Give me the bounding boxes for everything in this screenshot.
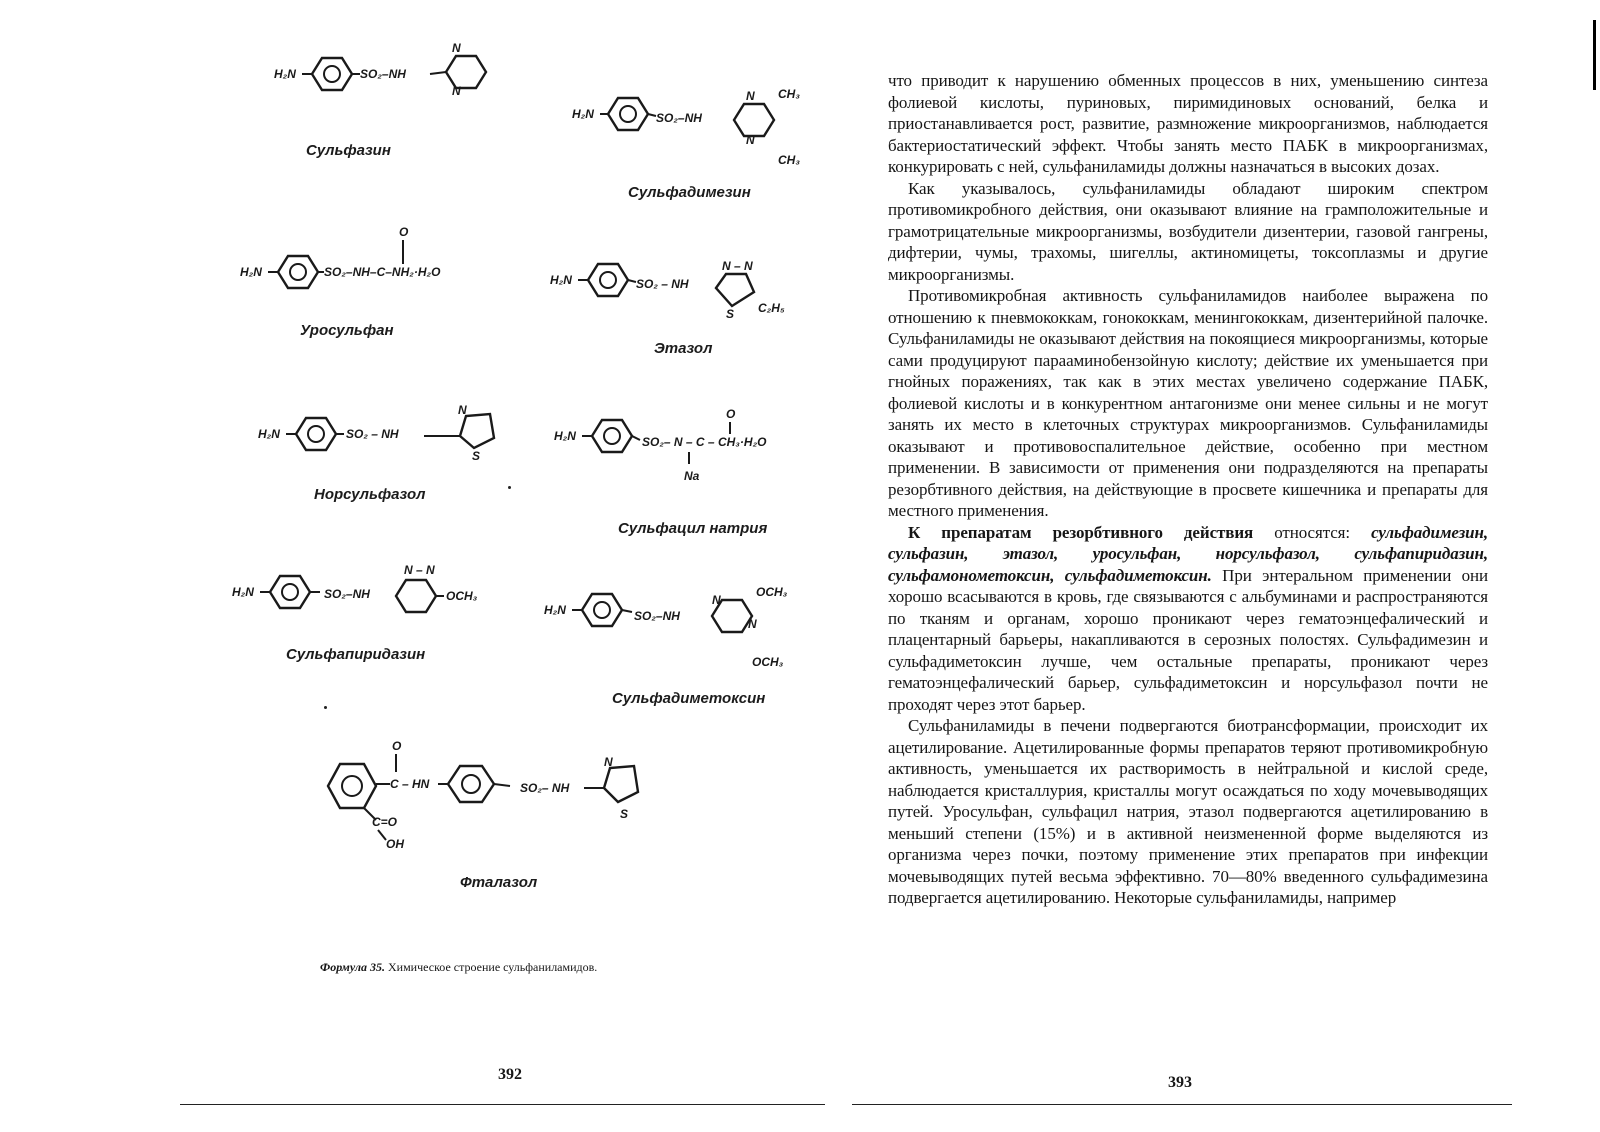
svg-text:N: N — [746, 133, 755, 147]
svg-text:OCH₃: OCH₃ — [756, 585, 788, 599]
svg-text:SO₂ – NH: SO₂ – NH — [636, 277, 689, 291]
svg-text:N – N: N – N — [722, 259, 753, 273]
phthalazol-structure — [320, 736, 670, 856]
svg-text:SO₂–NH–C–NH₂·H₂O: SO₂–NH–C–NH₂·H₂O — [324, 265, 441, 279]
svg-text:N: N — [604, 755, 613, 769]
paragraph: Противомикробная активность сульфаниламидов наиболее выражена по отношению к пневмококкам, гонококкам, менингококкам, дизентерийной палочке. Сульфаниламиды не оказывают действия на покоящиеся микроорганизмы, которые сами продуцируют парааминобензойную кислоту; действие их уменьшается при гнойных поражениях, так как в этих местах увеличено содержание ПАБК, фолиевой кислоты и в конкурентном антагонизме они менее сильны и не могут занять их место в клеточных структурах микроорганизмов. Сульфаниламиды оказывают и противовоспалительное действие, особенно при местном применении. В зависимости от применения они подразделяются на препараты резорбтивного действия, на действующие в просвете кишечника и препараты для местного применения. — [888, 286, 1488, 520]
svg-text:N: N — [452, 84, 461, 98]
page-number-left: 392 — [498, 1066, 522, 1083]
urosulfan-structure — [236, 226, 506, 296]
svg-text:S: S — [726, 307, 735, 321]
svg-text:C – HN: C – HN — [390, 777, 430, 791]
svg-text:O: O — [726, 407, 736, 421]
svg-text:SO₂–NH: SO₂–NH — [360, 67, 406, 81]
svg-text:O: O — [392, 739, 402, 753]
svg-text:SO₂–NH: SO₂–NH — [656, 111, 702, 125]
svg-text:H₂N: H₂N — [572, 107, 594, 121]
svg-text:H₂N: H₂N — [274, 67, 296, 81]
resorptive-heading: К препаратам резорбтивного действия — [908, 522, 1254, 542]
svg-text:H₂N: H₂N — [550, 273, 572, 287]
svg-text:N: N — [452, 41, 461, 55]
sulfapyridazine-formula — [228, 562, 498, 622]
svg-text:H₂N: H₂N — [240, 265, 262, 279]
paragraph — [888, 522, 1488, 716]
etazol-structure — [546, 254, 806, 334]
body-text — [888, 70, 1488, 909]
norsulfazol-formula — [254, 402, 514, 462]
page-edge-mark — [1593, 20, 1596, 90]
sulfadimezine-formula — [568, 86, 808, 176]
speck — [324, 706, 327, 709]
svg-text:OCH₃: OCH₃ — [752, 655, 784, 669]
svg-text:N – N: N – N — [404, 563, 435, 577]
compound-name: Уросульфан — [300, 322, 394, 339]
svg-text:SO₂– N – C – CH₃·H₂O: SO₂– N – C – CH₃·H₂O — [642, 435, 767, 449]
svg-text:CH₃: CH₃ — [778, 87, 800, 101]
compound-name: Сульфацил натрия — [618, 520, 768, 537]
sulfadimezine-structure — [568, 86, 808, 176]
page-number-right: 393 — [1168, 1074, 1192, 1091]
urosulfan-formula — [236, 226, 506, 296]
svg-text:SO₂– NH: SO₂– NH — [520, 781, 570, 795]
caption-text: Химическое строение сульфаниламидов. — [388, 960, 598, 974]
sulfacyl-sodium-structure — [550, 404, 810, 494]
sulfazine-structure — [270, 40, 500, 110]
paragraph: что приводит к нарушению обменных процессов в них, уменьшению синтеза фолиевой кислоты, пуриновых, пиримидиновых оснований, белка и приостанавливается рост, развитие, размножение микроорганизмов, наблюдается бактериостатический эффект. Чтобы занять место ПАБК в микроорганизмах, конкурировать с ней, сульфаниламиды должны назначаться в высоких дозах. — [888, 71, 1488, 176]
svg-text:SO₂ – NH: SO₂ – NH — [346, 427, 399, 441]
svg-text:OCH₃: OCH₃ — [446, 589, 478, 603]
svg-text:OH: OH — [386, 837, 404, 851]
svg-text:CH₃: CH₃ — [778, 153, 800, 167]
svg-text:H₂N: H₂N — [232, 585, 254, 599]
drug-list: сульфадимезин, сульфазин, этазол, уросульфан, норсульфазол, сульфапиридазин, сульфамонометоксин, сульфадиметоксин. — [888, 522, 1488, 585]
compound-name: Сульфапиридазин — [286, 646, 426, 663]
svg-text:N: N — [458, 403, 467, 417]
svg-text:N: N — [748, 617, 757, 631]
paragraph: Как указывалось, сульфаниламиды обладают широким спектром противомикробного действия, они оказывают влияние на грамположительные и грамотрицательные микроорганизмы, возбудители дизентерии, газовой гангрены, дифтерии, чумы, трахомы, шигеллы, актиномицеты, токсоплазмы и другие микроорганизмы. — [888, 178, 1488, 284]
phthalazol-formula — [320, 736, 670, 856]
svg-text:H₂N: H₂N — [544, 603, 566, 617]
svg-text:H₂N: H₂N — [554, 429, 576, 443]
norsulfazol-structure — [254, 402, 514, 462]
figure-caption — [320, 960, 597, 975]
bottom-rule-right — [852, 1104, 1512, 1105]
text-fragment: относятся: — [1253, 522, 1372, 542]
sulfazine-formula — [270, 40, 500, 110]
compound-name: Норсульфазол — [314, 486, 426, 503]
svg-text:N: N — [746, 89, 755, 103]
svg-text:C₂H₅: C₂H₅ — [758, 301, 785, 315]
svg-text:O: O — [399, 225, 409, 239]
svg-text:Na: Na — [684, 469, 700, 483]
caption-label: Формула 35. — [320, 960, 385, 974]
compound-name: Этазол — [654, 340, 713, 357]
text-fragment: При энтеральном применении они хорошо всасываются в кровь, где связываются с альбуминами и распространяются по тканям и органам, хорошо проникают через гематоэнцефалический и плацентарный барьеры, накапливаются в серозных полостях. Сульфадимезин и сульфадиметоксин лучше, чем остальные препараты, проникают через гематоэнцефалический барьер, сульфадиметоксин и норсульфазол почти не проходят через этот барьер. — [888, 565, 1488, 714]
svg-text:SO₂–NH: SO₂–NH — [634, 609, 680, 623]
sulfacyl-sodium-formula — [550, 404, 810, 494]
svg-text:C=O: C=O — [372, 815, 398, 829]
bottom-rule-left — [180, 1104, 825, 1105]
etazol-formula — [546, 254, 806, 334]
svg-text:SO₂–NH: SO₂–NH — [324, 587, 370, 601]
sulfapyridazine-structure — [228, 562, 498, 622]
svg-text:S: S — [620, 807, 629, 821]
paragraph: Сульфаниламиды в печени подвергаются биотрансформации, происходит их ацетилирование. Ацетилированные формы препаратов теряют противомикробную активность, уменьшается их растворимость в нейтральной и кислой среде, наблюдается кристаллурия, кристаллы могут осаждаться по ходу мочевыводящих путей. Уросульфан, сульфацил натрия, этазол подвергаются ацетилированию в меньший степени (15%) и в активной неизмененной форме выделяются из организма через почки, поэтому применение этих препаратов при инфекции мочевыводящих путей весьма эффективно. 70—80% введенного сульфадимезина подвергается ацетилированию. Некоторые сульфаниламиды, например — [888, 716, 1488, 907]
speck — [508, 486, 511, 489]
svg-text:S: S — [472, 449, 481, 463]
sulfadimethoxine-structure — [540, 582, 810, 682]
compound-name: Сульфадимезин — [628, 184, 751, 201]
svg-text:N: N — [712, 593, 721, 607]
compound-name: Сульфадиметоксин — [612, 690, 766, 707]
sulfadimethoxine-formula — [540, 582, 810, 682]
svg-text:H₂N: H₂N — [258, 427, 280, 441]
compound-name: Сульфазин — [306, 142, 391, 159]
compound-name: Фталазол — [460, 874, 538, 891]
